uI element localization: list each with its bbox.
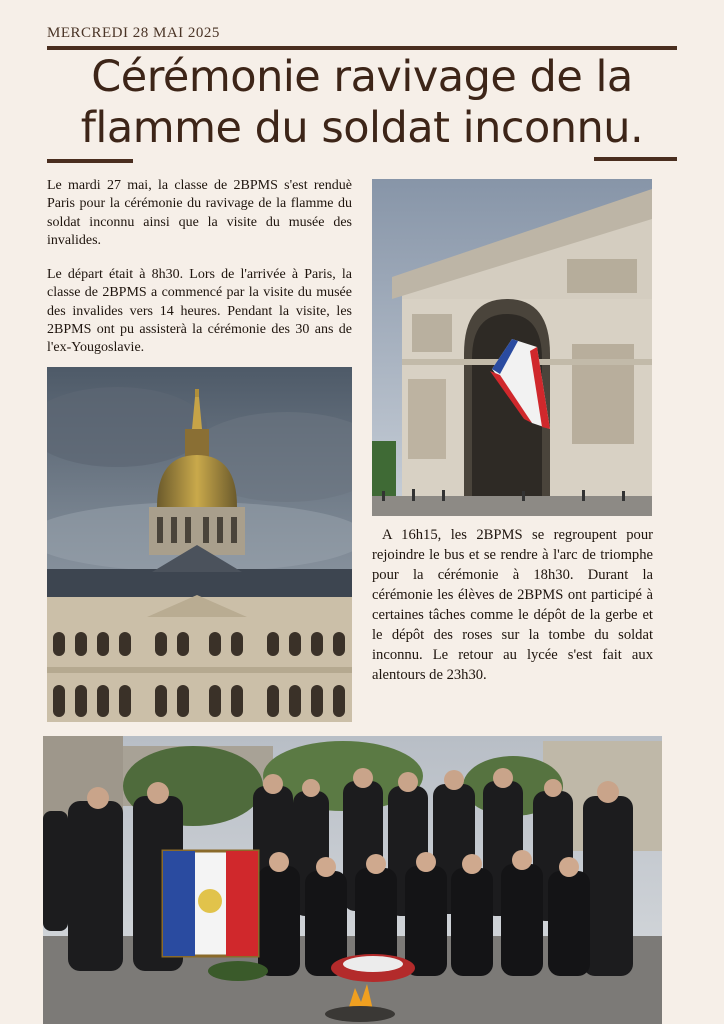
article-paragraph-1: Le mardi 27 mai, la classe de 2BPMS s'est renduè Paris pour la cérémonie du ravivage de la flamme du soldat inconnu ainsi que la visite du musée des invalides. (47, 178, 352, 248)
top-rule (47, 46, 677, 50)
title-line-1: Cérémonie ravivage de la (91, 52, 633, 102)
arc-de-triomphe-photo (372, 179, 652, 516)
page-title (40, 52, 684, 154)
date-label: MERCREDI 28 MAI 2025 (47, 25, 220, 41)
invalides-photo (47, 367, 352, 722)
title-rule-left (47, 159, 133, 163)
group-photo (43, 736, 662, 1024)
title-line-2: flamme du soldat inconnu. (80, 103, 644, 153)
article-paragraph-3: A 16h15, les 2BPMS se regroupent pour rejoindre le bus et se rendre à l'arc de triomphe pour la cérémonie à 18h30. Durant la cérémonie les élèves de 2BPMS ont participé à certaines tâches comme le dépôt de la gerbe et le dépôt des roses sur la tombe du soldat inconnu. Le retour au lycée s'est fait aux alentours de 23h30. (372, 527, 653, 683)
title-rule-right (594, 157, 677, 161)
article-paragraph-2: Le départ était à 8h30. Lors de l'arrivée à Paris, la classe de 2BPMS a commencé par la visite du musée des invalides vers 14 heures. Pendant la visite, les 2BPMS ont pu assisterà la cérémonie des 30 ans de l'ex-Yougoslavie. (47, 267, 352, 356)
